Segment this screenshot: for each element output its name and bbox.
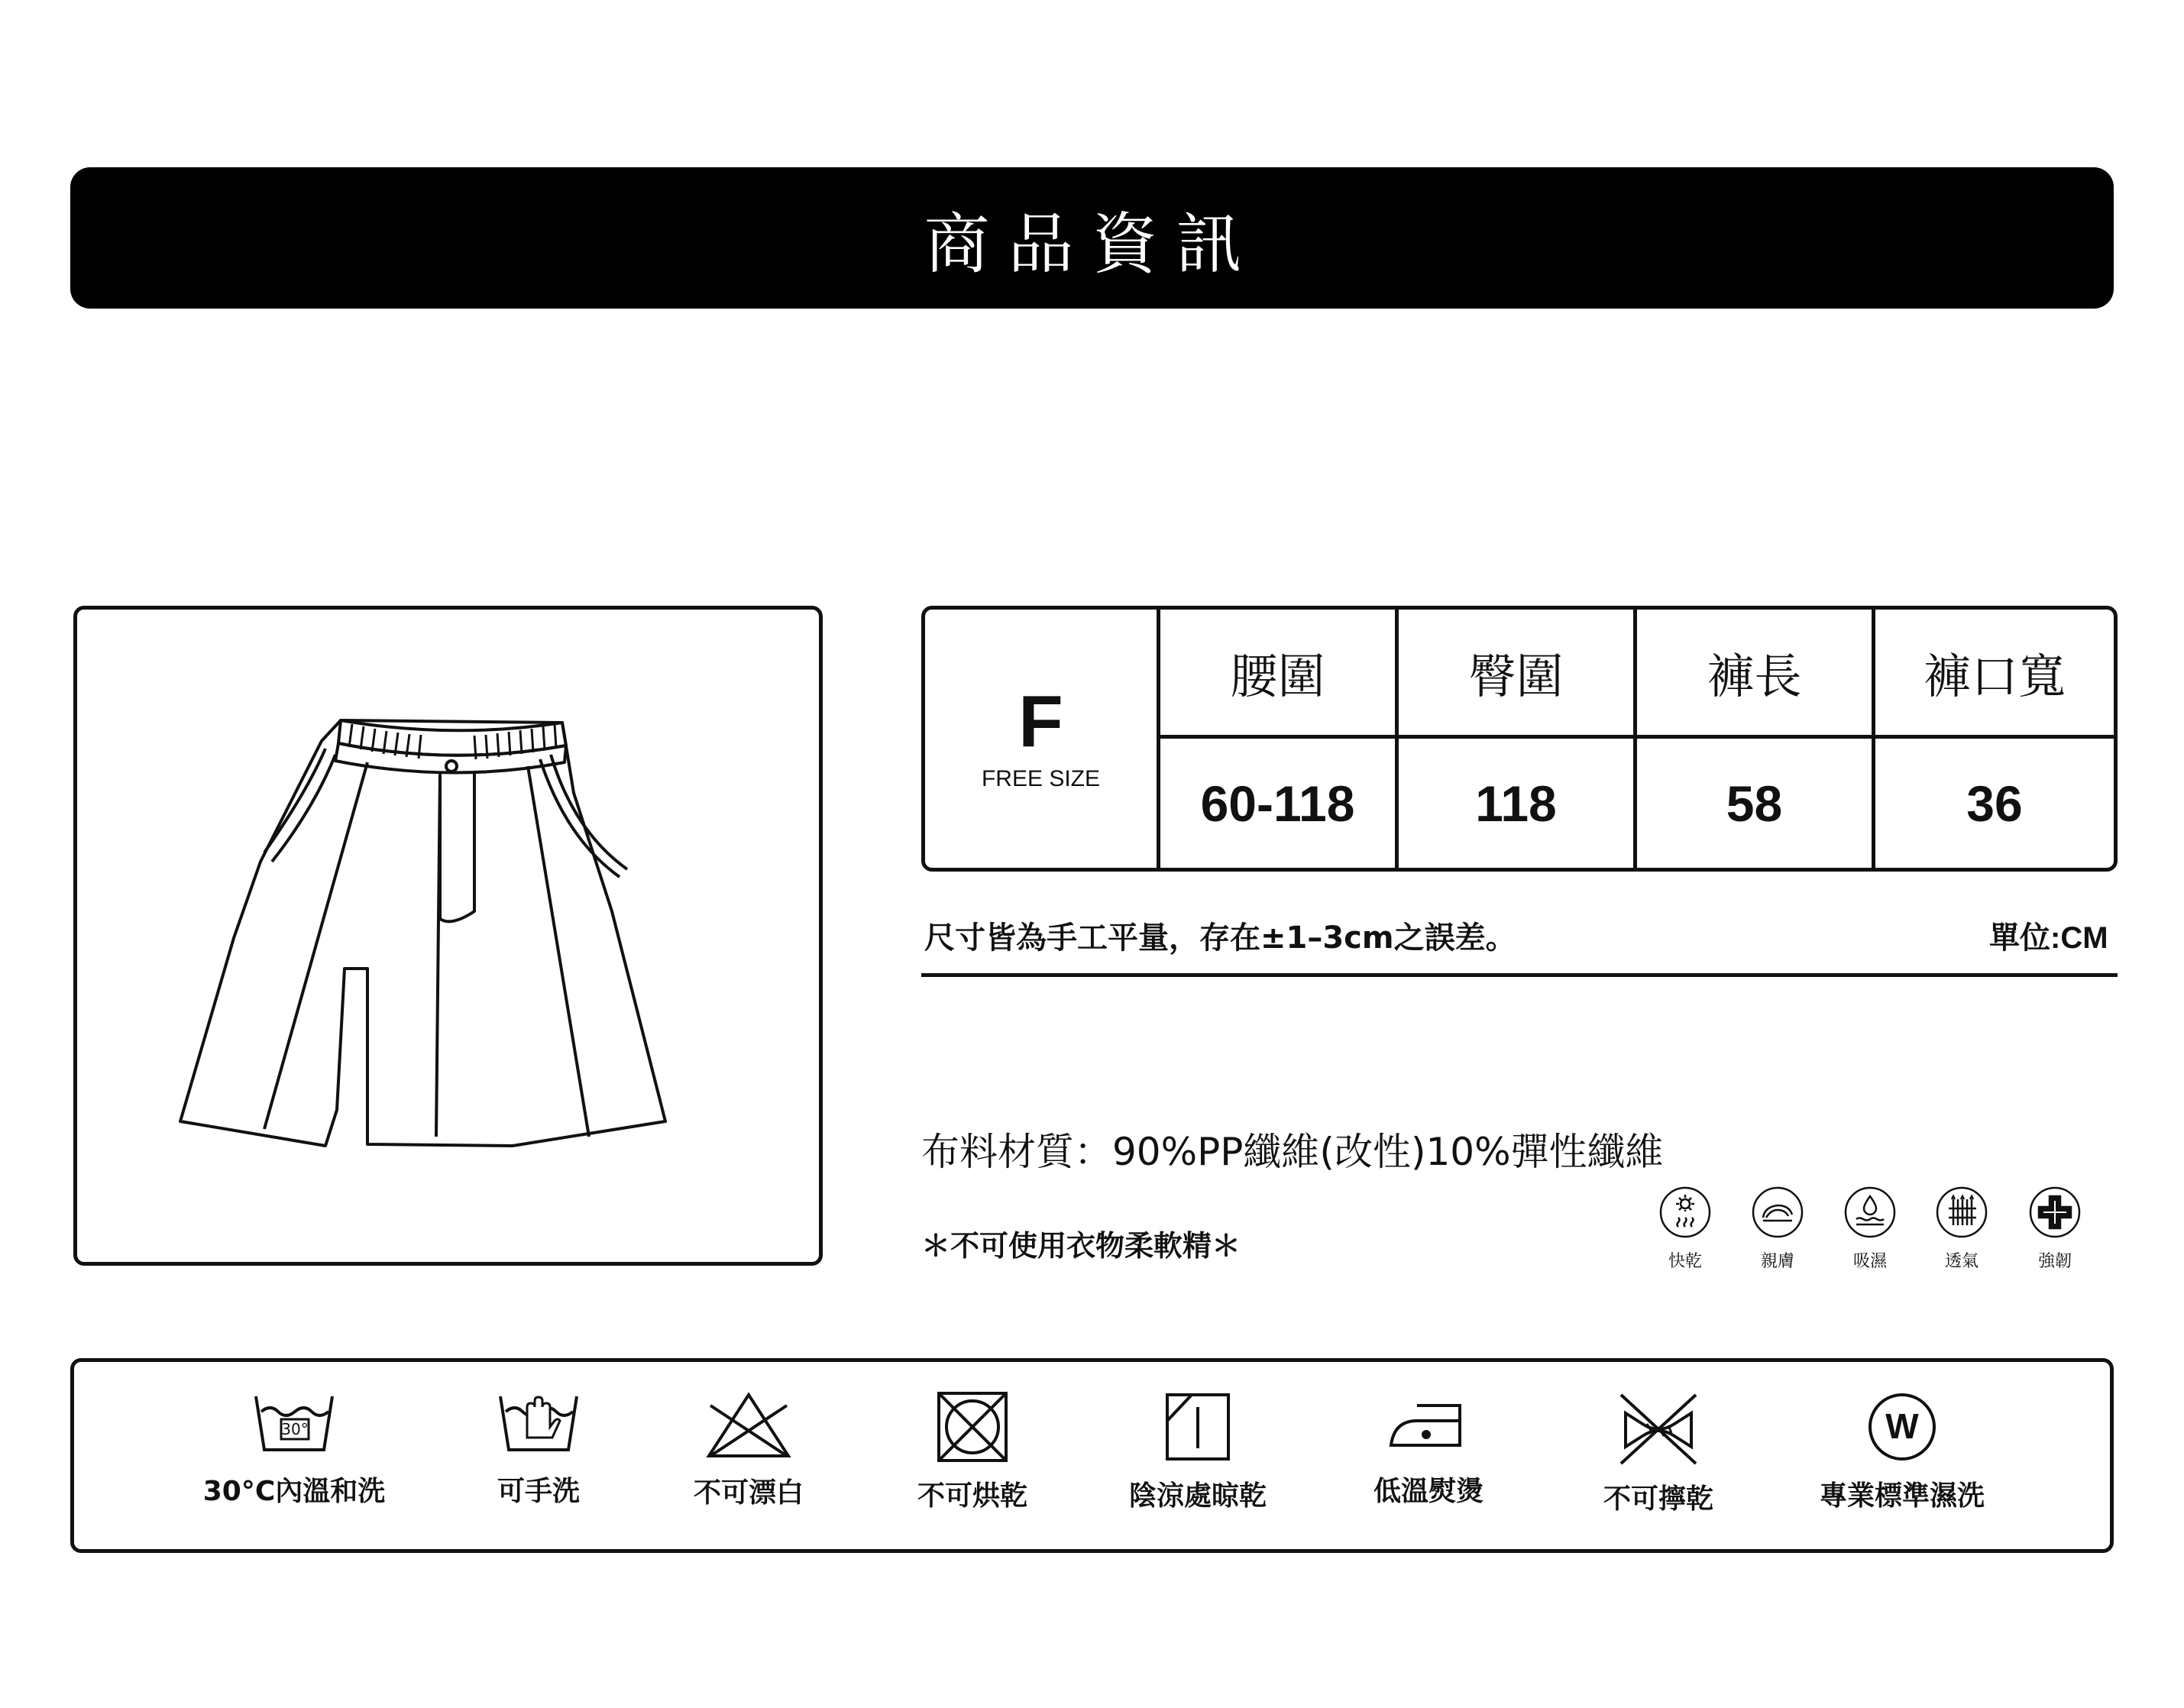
care-label: 低溫熨燙 bbox=[1373, 1476, 1484, 1507]
wash-temp-badge: 30° bbox=[281, 1420, 309, 1438]
product-illustration-frame bbox=[73, 606, 823, 1266]
page-title: 商品資訊 bbox=[924, 205, 1260, 283]
wash-30-icon bbox=[252, 1390, 336, 1459]
wet-clean-badge: W bbox=[1885, 1406, 1919, 1446]
feature-label: 吸濕 bbox=[1852, 1252, 1887, 1271]
hand-wash-icon bbox=[497, 1390, 581, 1459]
care-label: 30°C內溫和洗 bbox=[202, 1476, 386, 1507]
care-item-no-tumble-dry bbox=[900, 1390, 1045, 1513]
care-label: 不可烘乾 bbox=[917, 1480, 1027, 1512]
low-iron-icon bbox=[1386, 1390, 1471, 1459]
softener-warning: ＊不可使用衣物柔軟精＊ bbox=[921, 1229, 1241, 1263]
breathable-icon bbox=[1935, 1186, 1988, 1239]
care-item-no-wring bbox=[1586, 1390, 1731, 1516]
feature-strength bbox=[2024, 1186, 2085, 1272]
care-label: 不可漂白 bbox=[693, 1477, 804, 1509]
value-hip: 118 bbox=[1399, 739, 1637, 868]
water-absorb-icon bbox=[1843, 1186, 1897, 1239]
feature-absorb bbox=[1839, 1186, 1901, 1272]
skin-friendly-icon bbox=[1751, 1186, 1804, 1239]
care-item-hand-wash bbox=[466, 1390, 611, 1509]
fabric-composition: 布料材質：90%PP纖維(改性)10%彈性纖維 bbox=[921, 1130, 1664, 1174]
size-subtitle: FREE SIZE bbox=[981, 766, 1101, 791]
value-hem-width: 36 bbox=[1966, 775, 2023, 832]
unit-label: 單位:CM bbox=[1989, 921, 2108, 955]
feature-label: 透氣 bbox=[1944, 1252, 1979, 1271]
strength-icon bbox=[2028, 1186, 2082, 1239]
size-table bbox=[921, 606, 2118, 872]
care-label: 可手洗 bbox=[497, 1476, 580, 1507]
shade-dry-icon bbox=[1161, 1390, 1234, 1464]
measurement-note: 尺寸皆為手工平量，存在±1–3cm之誤差。 bbox=[924, 920, 1516, 956]
care-item-low-iron bbox=[1352, 1390, 1505, 1509]
feature-quick-dry bbox=[1655, 1186, 1716, 1272]
care-item-no-bleach bbox=[676, 1390, 821, 1510]
feature-skin-friendly bbox=[1747, 1186, 1808, 1272]
care-label: 不可擰乾 bbox=[1603, 1483, 1713, 1515]
no-bleach-icon bbox=[703, 1390, 794, 1461]
size-label-cell bbox=[925, 610, 1160, 868]
no-tumble-dry-icon bbox=[936, 1390, 1009, 1464]
care-item-wash-30 bbox=[195, 1390, 393, 1509]
feature-label: 快乾 bbox=[1668, 1252, 1702, 1271]
value-waist: 60-118 bbox=[1160, 739, 1399, 868]
care-item-professional-wet-clean bbox=[1803, 1390, 2001, 1513]
care-label: 專業標準濕洗 bbox=[1819, 1480, 1985, 1512]
column-header-waist: 腰圍 bbox=[1160, 610, 1399, 739]
feature-label: 親膚 bbox=[1760, 1252, 1794, 1271]
column-header-length: 褲長 bbox=[1637, 610, 1875, 739]
divider bbox=[921, 973, 2118, 977]
size-letter: F bbox=[1018, 681, 1063, 762]
feature-breathable bbox=[1931, 1186, 1992, 1272]
care-label: 陰涼處晾乾 bbox=[1128, 1480, 1267, 1512]
shorts-illustration bbox=[77, 610, 827, 1270]
column-header-hip: 臀圍 bbox=[1399, 610, 1637, 739]
header-bar bbox=[70, 167, 2114, 309]
no-wring-icon bbox=[1616, 1390, 1700, 1467]
column-header-hem-width: 褲口寬 bbox=[1875, 610, 2114, 739]
feature-label: 強韌 bbox=[2037, 1252, 2072, 1271]
value-length: 58 bbox=[1637, 739, 1875, 868]
care-item-shade-dry bbox=[1121, 1390, 1274, 1513]
professional-wet-clean-icon bbox=[1865, 1390, 1939, 1464]
sun-quick-dry-icon bbox=[1658, 1186, 1712, 1239]
